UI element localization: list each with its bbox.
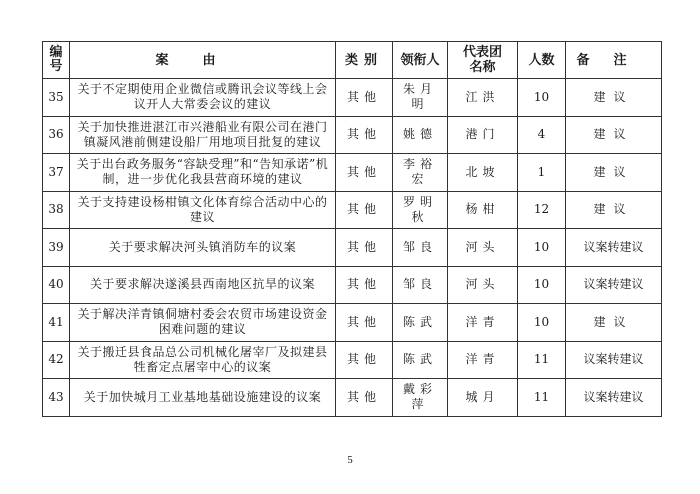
table-row [43, 154, 662, 192]
cell-category: 其他 [336, 379, 393, 417]
header-number: 编号 [43, 42, 70, 79]
cell-number: 42 [43, 341, 70, 379]
table-row [43, 229, 662, 267]
cell-number: 39 [43, 229, 70, 267]
cell-count: 11 [518, 341, 566, 379]
cell-count: 1 [518, 154, 566, 192]
header-delegation: 代表团名称 [448, 42, 518, 79]
cell-delegation: 河头 [448, 266, 518, 304]
header-category: 类别 [336, 42, 393, 79]
table-row [43, 304, 662, 342]
header-remark: 备注 [566, 42, 662, 79]
cell-reason: 关于要求解决河头镇消防车的议案 [70, 229, 336, 267]
cell-category: 其他 [336, 154, 393, 192]
cell-number: 35 [43, 79, 70, 117]
cell-category: 其他 [336, 229, 393, 267]
cell-remark: 建议 [566, 191, 662, 229]
cell-category: 其他 [336, 341, 393, 379]
cell-remark: 议案转建议 [566, 266, 662, 304]
cell-reason: 关于要求解决遂溪县西南地区抗旱的议案 [70, 266, 336, 304]
cell-reason: 关于加快城月工业基地基础设施建设的议案 [70, 379, 336, 417]
cell-delegation: 北坡 [448, 154, 518, 192]
cell-reason: 关于解决洋青镇侗塘村委会农贸市场建设资金困难问题的建议 [70, 304, 336, 342]
table-row [43, 116, 662, 154]
cell-remark: 建议 [566, 154, 662, 192]
page-number: 5 [347, 454, 353, 466]
cell-category: 其他 [336, 266, 393, 304]
cell-leader: 戴彩萍 [393, 379, 448, 417]
cell-leader: 陈武 [393, 341, 448, 379]
cell-count: 10 [518, 229, 566, 267]
cell-delegation: 江洪 [448, 79, 518, 117]
table-row [43, 379, 662, 417]
cell-delegation: 城月 [448, 379, 518, 417]
cell-remark: 议案转建议 [566, 341, 662, 379]
table-body [43, 79, 662, 417]
header-reason: 案由 [70, 42, 336, 79]
table-header-row [43, 42, 662, 79]
cell-leader: 姚德 [393, 116, 448, 154]
cell-reason: 关于不定期使用企业微信或腾讯会议等线上会议开人大常委会议的建议 [70, 79, 336, 117]
table-row [43, 266, 662, 304]
cell-remark: 议案转建议 [566, 379, 662, 417]
cell-number: 37 [43, 154, 70, 192]
header-leader: 领衔人 [393, 42, 448, 79]
cell-count: 11 [518, 379, 566, 417]
cell-leader: 朱月明 [393, 79, 448, 117]
table-row [43, 191, 662, 229]
cell-category: 其他 [336, 304, 393, 342]
cell-remark: 建议 [566, 79, 662, 117]
cell-category: 其他 [336, 116, 393, 154]
cell-delegation: 洋青 [448, 304, 518, 342]
cell-leader: 李裕宏 [393, 154, 448, 192]
cell-number: 36 [43, 116, 70, 154]
cell-count: 10 [518, 304, 566, 342]
table-row [43, 79, 662, 117]
cell-category: 其他 [336, 79, 393, 117]
cell-number: 41 [43, 304, 70, 342]
cell-number: 38 [43, 191, 70, 229]
table-row [43, 341, 662, 379]
cell-count: 4 [518, 116, 566, 154]
cell-delegation: 洋青 [448, 341, 518, 379]
cell-reason: 关于出台政务服务“容缺受理”和“告知承诺”机制，进一步优化我县营商环境的建议 [70, 154, 336, 192]
cell-count: 10 [518, 266, 566, 304]
cell-reason: 关于支持建设杨柑镇文化体育综合活动中心的建议 [70, 191, 336, 229]
cell-leader: 邹良 [393, 229, 448, 267]
cell-leader: 罗明秋 [393, 191, 448, 229]
header-count: 人数 [518, 42, 566, 79]
proposal-table [42, 41, 662, 417]
cell-delegation: 港门 [448, 116, 518, 154]
cell-reason: 关于加快推进湛江市兴港船业有限公司在港门镇凝风港前侧建设船厂用地项目批复的建议 [70, 116, 336, 154]
cell-category: 其他 [336, 191, 393, 229]
cell-reason: 关于搬迁县食品总公司机械化屠宰厂及拟建县牲畜定点屠宰中心的议案 [70, 341, 336, 379]
cell-remark: 议案转建议 [566, 229, 662, 267]
cell-number: 43 [43, 379, 70, 417]
cell-leader: 邹良 [393, 266, 448, 304]
cell-leader: 陈武 [393, 304, 448, 342]
cell-delegation: 杨柑 [448, 191, 518, 229]
cell-delegation: 河头 [448, 229, 518, 267]
cell-count: 10 [518, 79, 566, 117]
cell-remark: 建议 [566, 304, 662, 342]
cell-count: 12 [518, 191, 566, 229]
cell-number: 40 [43, 266, 70, 304]
cell-remark: 建议 [566, 116, 662, 154]
